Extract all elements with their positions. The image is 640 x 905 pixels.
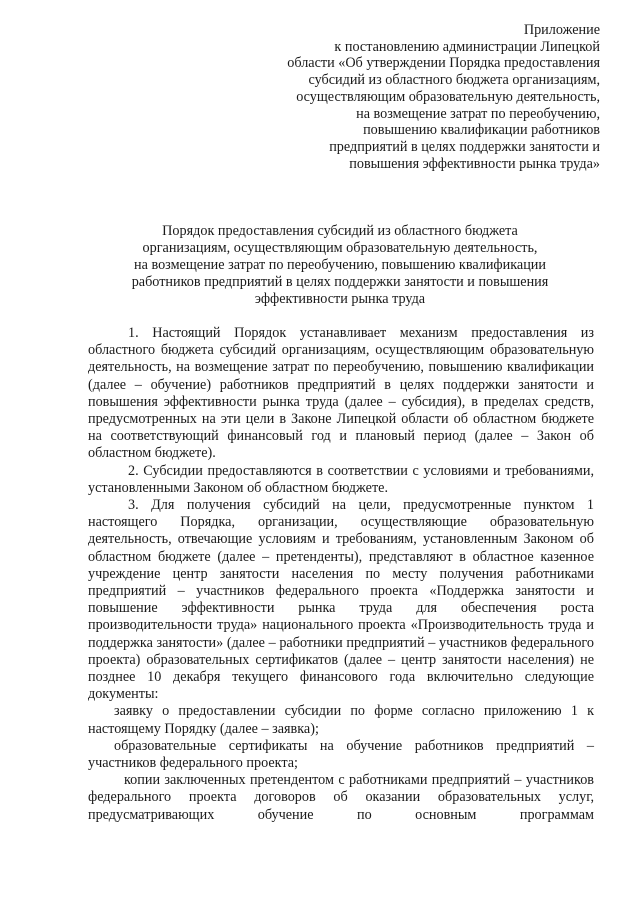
appendix-line: на возмещение затрат по переобучению,: [356, 105, 600, 122]
title-line: эффективности рынка труда: [254, 291, 426, 307]
paragraph-2: 2. Субсидии предоставляются в соответствии с условиями и требованиями, установленными Законом об областном бюджете.: [88, 462, 594, 496]
appendix-line: Приложение: [523, 22, 600, 38]
title-line: на возмещение затрат по переобучению, повышению квалификации: [134, 257, 546, 273]
appendix-line: субсидий из областного бюджета организациям,: [308, 72, 600, 89]
appendix-line: осуществляющим образовательную деятельность,: [296, 88, 600, 105]
appendix-line: повышению квалификации работников: [363, 122, 600, 139]
document-body: [88, 325, 594, 824]
paragraph-certificates: образовательные сертификаты на обучение работников предприятий – участников федерального проекта;: [88, 737, 594, 772]
appendix-line: предприятий в целях поддержки занятости и: [329, 138, 600, 155]
title-line: Порядок предоставления субсидий из областного бюджета: [162, 223, 518, 239]
appendix-line: области «Об утверждении Порядка предоставления: [287, 55, 600, 72]
appendix-line: повышения эффективности рынка труда»: [349, 155, 600, 172]
appendix-header: [240, 22, 600, 172]
paragraph-3: 3. Для получения субсидий на цели, предусмотренные пунктом 1 настоящего Порядка, организации, осуществляющие образовательную деятельность, отвечающие условиям и требованиям, установленным Законом об областном бюджете (далее – претенденты), представляют в областное казенное учреждение центр занятости населения по месту получения работниками предприятий – участников федерального проекта «Поддержка занятости и повышение эффективности рынка труда для обеспечения роста производительности труда» национального проекта «Производительность труда и поддержка занятости» (далее – работники предприятий – участников федерального проекта) образовательных сертификатов (далее – центр занятости населения) не позднее 10 декабря текущего финансового года включительно следующие документы:: [88, 497, 594, 703]
paragraph-contracts: копии заключенных претендентом с работниками предприятий – участников федерального проекта договоров об оказании образовательных услуг, предусматривающих обучение по основным программам: [88, 772, 594, 823]
paragraph-1: 1. Настоящий Порядок устанавливает механизм предоставления из областного бюджета субсидий организациям, осуществляющим образовательную деятельность, на возмещение затрат по переобучению, повышению квалификации (далее – обучение) работников предприятий в целях поддержки занятости и повышения эффективности рынка труда (далее – субсидия), в пределах средств, предусмотренных на эти цели в Законе Липецкой области об областном бюджете на соответствующий финансовый год и плановый период (далее – Закон об областном бюджете).: [88, 325, 594, 462]
appendix-line: к постановлению администрации Липецкой: [334, 38, 600, 55]
title-line: работников предприятий в целях поддержки занятости и повышения: [131, 274, 549, 290]
paragraph-application: заявку о предоставлении субсидии по форме согласно приложению 1 к настоящему Порядку (далее – заявка);: [88, 703, 594, 737]
document-title: [80, 223, 600, 308]
title-line: организациям, осуществляющим образовательную деятельность,: [142, 240, 538, 256]
